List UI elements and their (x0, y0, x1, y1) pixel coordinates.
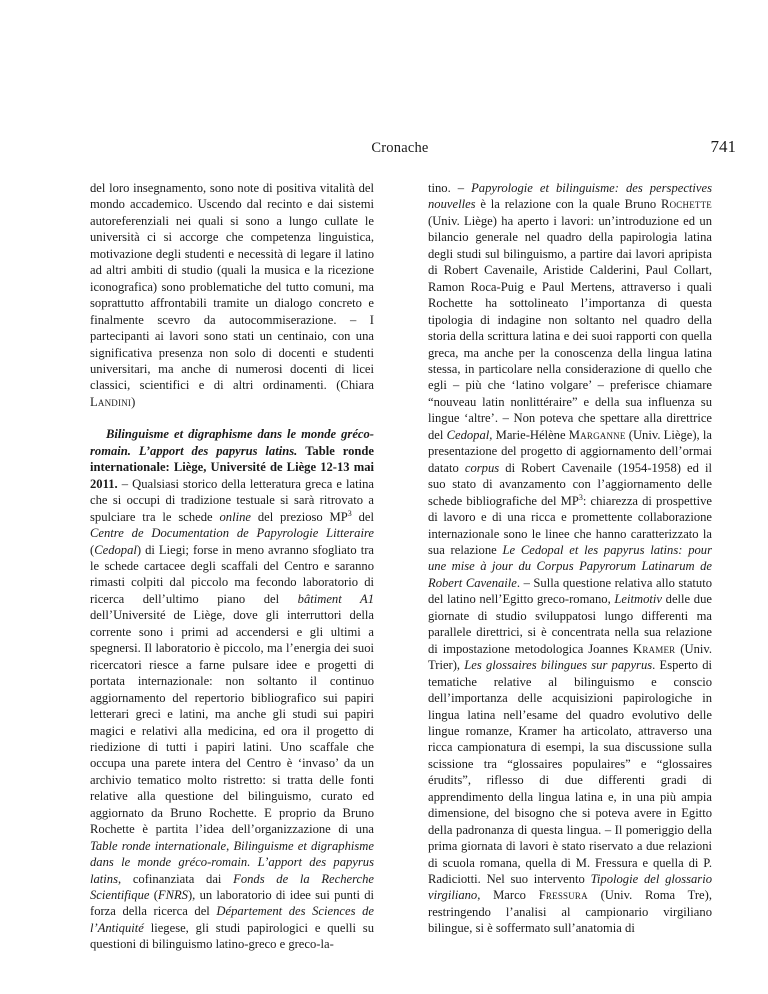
small-caps-name: Landini (90, 394, 132, 409)
text-run: liegese, gli studi papirologici e quelli su questioni di bilinguismo latino-greco e greco-la- (90, 920, 374, 952)
italic-text: Table ronde internationale (90, 838, 227, 853)
text-run: (Univ. Liège) ha aperto i lavori: un’introduzione ed un bilancio generale nel quadro della papirologia latina degli studi sul bilinguismo, a partire dai lavori apripista di Robert Cavenaile, Aristide Calderini, Paul Collart, Ramon Roca-Puig e Paul Mertens, attraverso i quali Rochette ha sottolineato l’importanza di questa tipologia di indagine non soltanto nel quadro della storia della scrittura latina e dei suoi rapporti con quella greca, ma anche per la conoscenza della lingua latina stessa, in particolare nella considerazione di quello che egli – più che ‘latino volgare’ – preferisce chiamare “nouveau latin nonlittéraire” e della sua influenza su lingue ‘altre’. – Non poteva che spettare alla direttrice del (428, 213, 712, 442)
text-run: (Univ. Liège), la presentazione del progetto di aggiornamento dell’ormai datato (428, 427, 712, 475)
small-caps-name: Kramer (633, 641, 676, 656)
small-caps-name: Marganne (568, 427, 626, 442)
italic-text: Centre de Documentation de Papyrologie Litteraire (90, 526, 374, 541)
text-run: ( (90, 542, 95, 557)
italic-text: Cedopal (94, 542, 137, 557)
text-run: , (226, 838, 234, 853)
italic-text: Tipologie del glossario virgiliano (428, 872, 712, 903)
italic-text: Bilinguisme et digraphisme dans le monde gréco-romain. L’apport des papyrus latins (90, 838, 374, 886)
text-run: tino. – (428, 181, 472, 195)
superscript: 3 (347, 508, 352, 518)
text-run: (Univ. Trier), (428, 641, 712, 673)
italic-text: bâtiment A1 (297, 591, 375, 606)
italic-text: Les glossaires bilingues sur papyrus (464, 658, 653, 673)
text-run: : chiarezza di prospettive di lavoro e di una ricca e promettente collaborazione internazionale sono le linee che hanno caratterizzato la sua relazione (428, 493, 712, 557)
text-run: ) di Liegi; forse in meno avranno sfogliato tra le schede cartacee degli scaffali del Centro e saranno rimasti colpiti dal piccolo ma fecondo laboratorio di ricerca dell’ultimo piano del (90, 542, 374, 606)
text-run: . Esperto di tematiche relative al bilinguismo e conscio dell’importanza delle acquisizioni papirologiche in lingua latina nell’esame del quadro evolutivo delle lingue romanze, Kramer ha articolato, attraverso una ricca campionatura di esempi, la sua discussione sulla scissione tra “glossaires populaires” e “glossaires érudits”, riflesso di due differenti gradi di apprendimento della lingua latina e, in una più ampia dimensione, del bisogno che si poteva avere in Egitto della padronanza di questa lingua. – Il pomeriggio della prima giornata di lavori è stato riservato a due relazioni di scuola romana, quella di M. Fressura e quella di P. Radiciotti. Nel suo intervento (428, 658, 712, 887)
text-run: , cofinanziata dai (118, 871, 234, 886)
text-run: dell’Université de Liège, dove gli interruttori della corrente sono i primi ad accendersi e gli ultimi a spegnersi. Il laboratorio è piccolo, ma l’energia dei suoi ricercatori riesce a farne pulsare idee e progetti di portata internazionale: non soltanto il continuo aggiornamento del repertorio bibliografico sui papiri letterari greci e latini, ma anche gli studi sui papiri magici e relativi alla medicina, ed ora il progetto di riedizione di tutti i papiri latini. Uno scaffale che occupa una parete intera del Centro è ‘invaso’ da un archivio tematico molto ristretto: si tratta delle fonti relative alla questione del bilinguismo, curato ed aggiornato da Bruno Rochette. E proprio da Bruno Rochette è partita l’idea dell’organizzazione di una (90, 608, 374, 837)
text-run: (Univ. Roma Tre), restringendo l’analisi al campionario virgiliano bilingue, si è soffermato sull’anatomia di (428, 888, 712, 936)
text-run: del (351, 509, 374, 524)
text-run: è la relazione con la quale Bruno (475, 197, 661, 212)
text-run: del loro insegnamento, sono note di positiva vitalità del mondo accademico. Uscendo dal recinto e dai sistemi autoreferenziali nei quali si sono a lungo cullate le università ci si accorge che competenza linguistica, motivazione degli studenti e necessità di legare il latino ad altri ambiti di studio (quali la musica e la ricezione iconografica) sono problematiche del tutto comuni, ma soprattutto affrontabili tramite un dialogo concreto e finalmente scevro da autocommiserazione. – I partecipanti ai lavori sono stati un centinaio, con una significativa presenza non solo di docenti e studenti universitari, ma anche di numerosi docenti di licei classici, scientifici e di altri ordinamenti. (Chiara (90, 181, 374, 393)
text-run: del prezioso MP (250, 509, 348, 524)
italic-text: Cedopal (446, 427, 490, 442)
italic-text: Département des Sciences de l’Antiquité (90, 904, 374, 935)
right-column (428, 180, 712, 937)
small-caps-name: Fressura (538, 888, 588, 903)
paragraph (90, 180, 374, 410)
superscript: 3 (578, 492, 583, 502)
italic-text: FNRS (157, 888, 188, 903)
left-column (90, 180, 374, 953)
text-run: ) (131, 394, 136, 409)
bold-text: Table ronde internationale: Liège, Université de Liège 12-13 mai 2011. (90, 443, 374, 491)
italic-text: Papyrologie et bilinguisme: des perspectives nouvelles (428, 181, 713, 212)
italic-text: Fonds de la Recherche Scientifique (90, 871, 375, 903)
small-caps-name: Rochette (661, 197, 712, 212)
page-number: 741 (710, 137, 736, 156)
text-run: ( (149, 888, 158, 903)
text-run: , Marco (477, 888, 539, 903)
text-run: delle due giornate di studio sviluppatosi lungo differenti ma parallele direttrici, si è concentrata nella sua relazione di impostazione metodologica Joannes (428, 592, 712, 656)
bold-italic-text: Bilinguisme et digraphisme dans le monde gréco-romain. L’apport des papyrus latins. (90, 427, 374, 458)
text-run: ), un laboratorio di idee sui punti di forza della ricerca del (90, 888, 374, 919)
italic-text: Leitmotiv (614, 592, 662, 607)
text-run: , Marie-Hélène (489, 427, 569, 442)
text-run: di Robert Cavenaile (1954-1958) ed il suo stato di avanzamento con l’aggiornamento delle schede bibliografiche del MP (428, 460, 713, 508)
text-run: – Qualsiasi storico della letteratura greca e latina che si occupi di tradizione testuale si sarà ritrovato a spulciare tra le schede (90, 476, 374, 524)
italic-text: corpus (464, 460, 500, 475)
italic-text: Le Cedopal et les papyrus latins: pour une mise à jour du Corpus Papyrorum Latinarum de Robert Cavenaile (428, 542, 713, 590)
paragraph (428, 180, 712, 937)
text-run: . – Sulla questione relativa allo statuto del latino nell’Egitto greco-romano, (428, 575, 713, 607)
running-head: Cronache (371, 140, 429, 156)
italic-text: online (219, 509, 251, 524)
paragraph (90, 426, 374, 953)
text-run (297, 444, 305, 458)
